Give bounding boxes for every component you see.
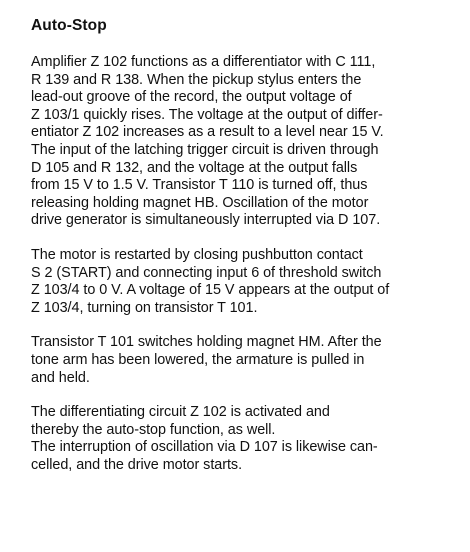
text-line: R 139 and R 138. When the pickup stylus enters the [31,71,362,88]
paragraph-differentiating-circuit [31,404,443,474]
text-line: drive generator is simultaneously interrupted via D 107. [31,212,381,229]
text-line: from 15 V to 1.5 V. Transistor T 110 is turned off, thus [31,177,368,194]
text-line: D 105 and R 132, and the voltage at the output falls [31,159,358,176]
paragraph-auto-stop-circuit [31,54,443,230]
section-title: Auto-Stop [31,17,107,34]
text-line: The input of the latching trigger circuit is driven through [31,141,379,158]
paragraph-holding-magnet [31,334,443,387]
text-line: The interruption of oscillation via D 107 is likewise can- [31,439,378,456]
document-page [31,16,443,474]
text-line: entiator Z 102 increases as a result to a level near 15 V. [31,124,384,141]
text-line: Amplifier Z 102 functions as a differentiator with C 111, [31,54,376,70]
paragraph-motor-restart [31,247,443,317]
text-line: Z 103/4 to 0 V. A voltage of 15 V appears at the output of [31,282,390,299]
text-line: The motor is restarted by closing pushbutton contact [31,246,363,263]
text-line: S 2 (START) and connecting input 6 of threshold switch [31,264,382,281]
text-line: lead-out groove of the record, the output voltage of [31,89,352,106]
text-line: tone arm has been lowered, the armature is pulled in [31,351,365,368]
text-line: Transistor T 101 switches holding magnet HM. After the [31,334,382,351]
text-line: celled, and the drive motor starts. [31,456,243,473]
text-line: Z 103/4, turning on transistor T 101. [31,299,258,316]
text-line: and held. [31,369,90,386]
text-line: The differentiating circuit Z 102 is activated and [31,404,330,421]
text-line: Z 103/1 quickly rises. The voltage at the output of differ- [31,106,383,123]
text-line: releasing holding magnet HB. Oscillation of the motor [31,194,369,211]
text-line: thereby the auto-stop function, as well. [31,421,276,438]
